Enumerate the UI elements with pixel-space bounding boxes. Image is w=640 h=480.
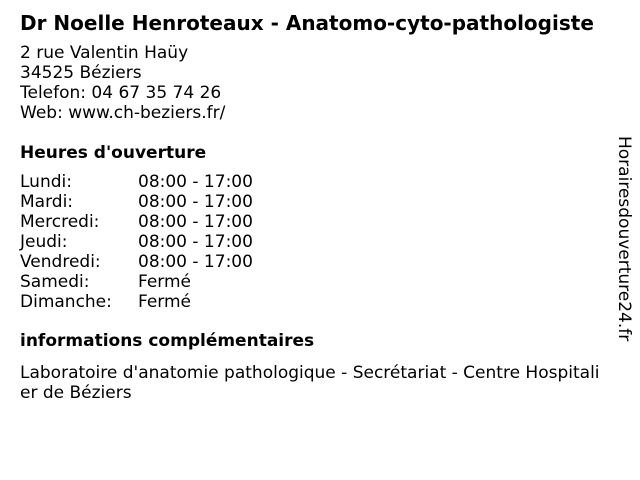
additional-info-text: Laboratoire d'anatomie pathologique - Secrétariat - Centre Hospitalier de Béziers bbox=[20, 363, 600, 403]
website-link[interactable]: Web: www.ch-beziers.fr/ bbox=[20, 103, 226, 123]
hours-time: Fermé bbox=[138, 272, 192, 292]
hours-row-wednesday bbox=[20, 212, 605, 232]
hours-day: Dimanche: bbox=[20, 292, 112, 312]
opening-hours-heading: Heures d'ouverture bbox=[20, 143, 207, 163]
hours-row-sunday bbox=[20, 292, 605, 312]
hours-time: 08:00 - 17:00 bbox=[138, 172, 253, 192]
hours-time: 08:00 - 17:00 bbox=[138, 192, 253, 212]
hours-time: 08:00 - 17:00 bbox=[138, 212, 253, 232]
hours-row-thursday bbox=[20, 232, 605, 252]
hours-row-monday bbox=[20, 172, 605, 192]
hours-day: Mardi: bbox=[20, 192, 74, 212]
phone-number: Telefon: 04 67 35 74 26 bbox=[20, 83, 222, 103]
hours-day: Samedi: bbox=[20, 272, 90, 292]
hours-day: Jeudi: bbox=[20, 232, 68, 252]
hours-time: 08:00 - 17:00 bbox=[138, 252, 253, 272]
street-address: 2 rue Valentin Haüy bbox=[20, 43, 189, 63]
hours-row-saturday bbox=[20, 272, 605, 292]
hours-time: Fermé bbox=[138, 292, 192, 312]
page-title: Dr Noelle Henroteaux - Anatomo-cyto-pathologiste bbox=[20, 11, 594, 35]
business-card bbox=[20, 9, 605, 420]
hours-day: Vendredi: bbox=[20, 252, 101, 272]
additional-info-heading: informations complémentaires bbox=[20, 331, 315, 351]
hours-row-tuesday bbox=[20, 192, 605, 212]
postal-city: 34525 Béziers bbox=[20, 63, 142, 83]
opening-hours-table bbox=[20, 172, 605, 312]
hours-row-friday bbox=[20, 252, 605, 272]
hours-time: 08:00 - 17:00 bbox=[138, 232, 253, 252]
address-block bbox=[20, 43, 605, 123]
hours-day: Lundi: bbox=[20, 172, 72, 192]
hours-day: Mercredi: bbox=[20, 212, 100, 232]
site-watermark: Horairesdouverture24.fr bbox=[614, 136, 634, 342]
